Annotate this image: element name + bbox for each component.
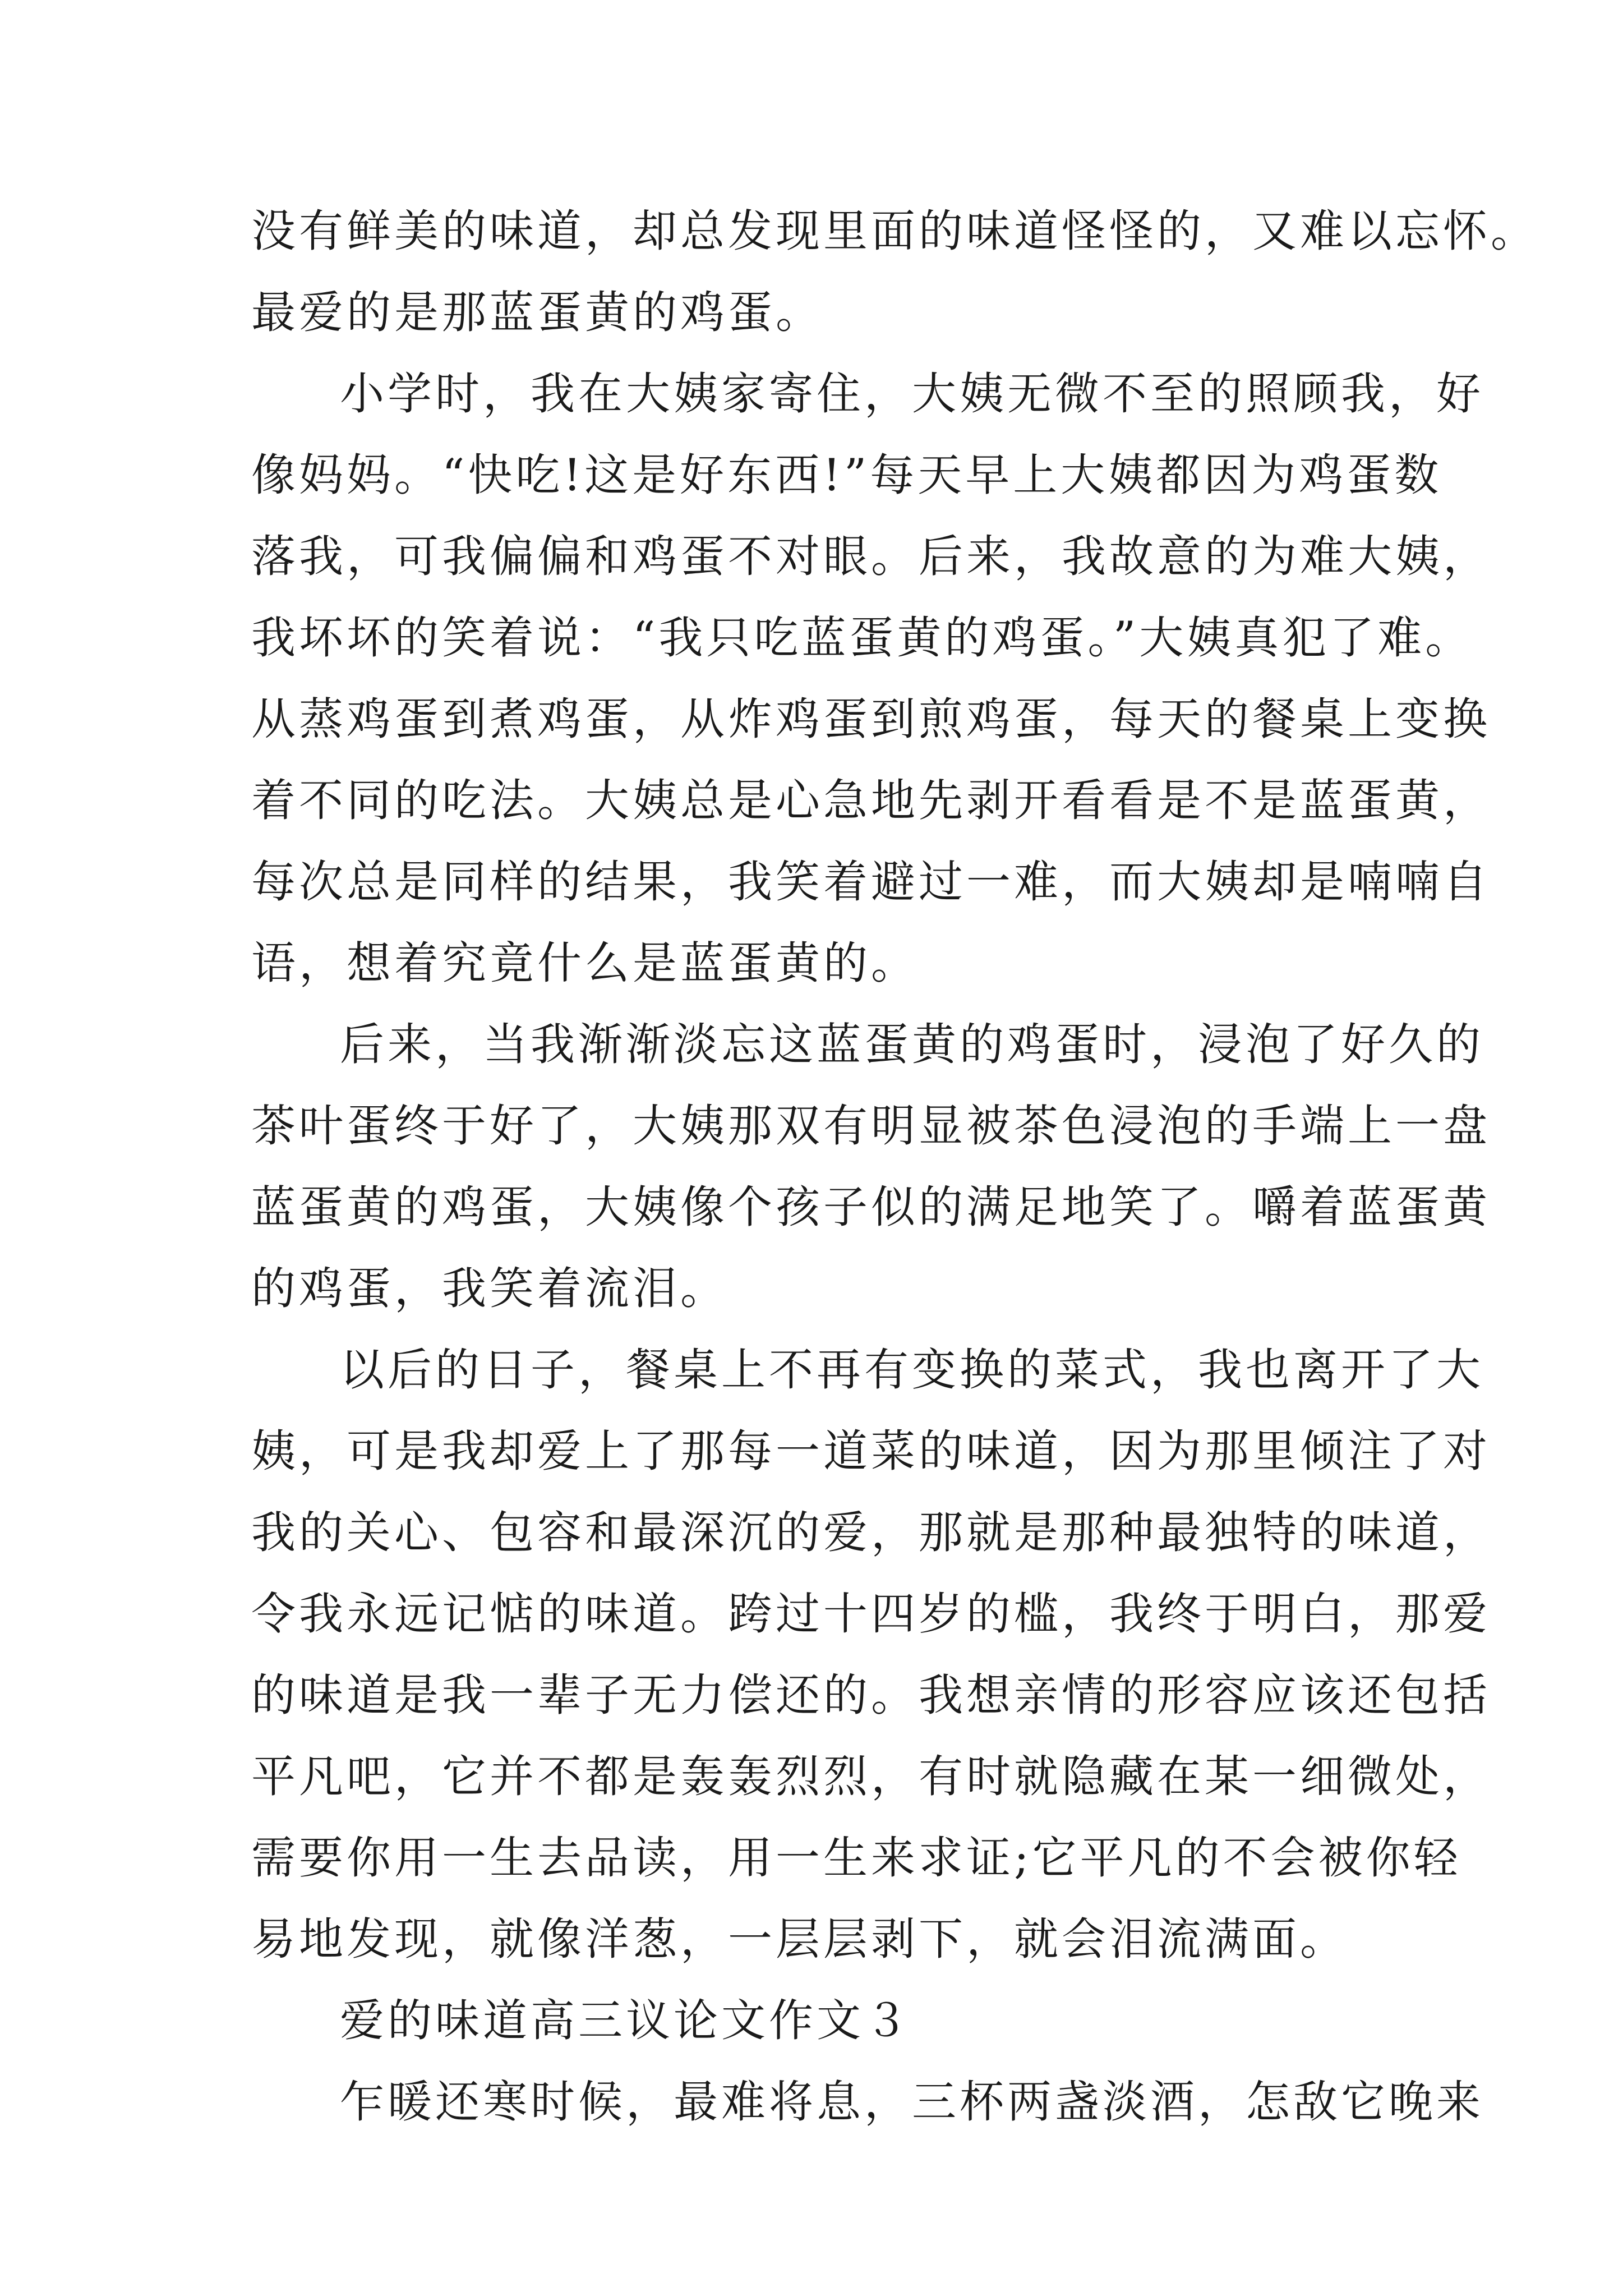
paragraph-1 [251,191,1538,353]
text-line: 令我永远记惦的味道。跨过十四岁的槛，我终于明白，那爱 [251,1588,1491,1640]
text-line: 小学时，我在大姨家寄住，大姨无微不至的照顾我，好 [340,368,1484,420]
text-line: 茶叶蛋终于好了，大姨那双有明显被茶色浸泡的手端上一盘 [251,1100,1491,1152]
text-line: 从蒸鸡蛋到煮鸡蛋，从炸鸡蛋到煎鸡蛋，每天的餐桌上变换 [251,693,1491,745]
paragraph-2 [251,353,1491,1004]
text-line: 易地发现，就像洋葱，一层层剥下，就会泪流满面。 [251,1913,1348,1965]
text-line: 需要你用一生去品读，用一生来求证;它平凡的不会被你轻 [251,1832,1461,1884]
text-line: 我的关心、包容和最深沉的爱，那就是那种最独特的味道， [251,1507,1491,1558]
text-line: 落我，可我偏偏和鸡蛋不对眼。后来，我故意的为难大姨， [251,531,1491,582]
paragraph-4 [251,1329,1491,1980]
text-line: 语，想着究竟什么是蓝蛋黄的。 [251,937,919,989]
text-line: 以后的日子，餐桌上不再有变换的菜式，我也离开了大 [340,1344,1484,1396]
text-line: 着不同的吃法。大姨总是心急地先剥开看看是不是蓝蛋黄， [251,775,1491,826]
text-line: 像妈妈。“快吃!这是好东西!”每天早上大姨都因为鸡蛋数 [251,449,1442,501]
text-line: 乍暖还寒时候，最难将息，三杯两盏淡酒，怎敌它晚来 [340,2076,1484,2128]
text-line: 的味道是我一辈子无力偿还的。我想亲情的形容应该还包括 [251,1669,1491,1721]
paragraph-5 [251,2062,1484,2143]
text-line: 后来，当我渐渐淡忘这蓝蛋黄的鸡蛋时，浸泡了好久的 [340,1019,1484,1070]
text-line: 的鸡蛋，我笑着流泪。 [251,1263,728,1314]
paragraph-3 [251,1004,1491,1329]
section-heading [251,1980,1378,2062]
essay-title: 爱的味道高三议论文作文３ [340,1995,912,2046]
text-line: 我坏坏的笑着说：“我只吃蓝蛋黄的鸡蛋。”大姨真犯了难。 [251,612,1473,664]
text-line: 没有鲜美的味道，却总发现里面的味道怪怪的，又难以忘怀。 [251,205,1538,257]
text-line: 蓝蛋黄的鸡蛋，大姨像个孩子似的满足地笑了。嚼着蓝蛋黄 [251,1181,1491,1233]
text-line: 姨，可是我却爱上了那每一道菜的味道，因为那里倾注了对 [251,1425,1491,1477]
text-line: 平凡吧，它并不都是轰轰烈烈，有时就隐藏在某一细微处， [251,1751,1491,1802]
text-line: 最爱的是那蓝蛋黄的鸡蛋。 [251,287,823,338]
text-line: 每次总是同样的结果，我笑着避过一难，而大姨却是喃喃自 [251,856,1491,908]
essay-body [251,191,1538,2143]
